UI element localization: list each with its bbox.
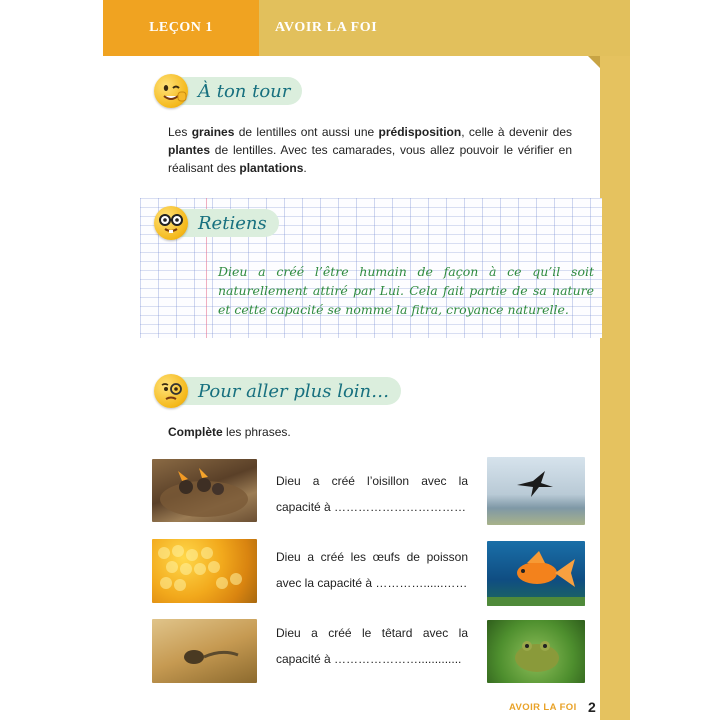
page-number: 2: [588, 699, 596, 715]
header-fold: [588, 56, 600, 68]
retiens-label: Retiens: [178, 209, 279, 237]
frog-photo: [487, 620, 585, 683]
retiens-heading: [154, 206, 279, 240]
exercise-sentence-3: Dieu a créé le têtard avec la capacité à ………………….............: [276, 626, 468, 666]
plus-loin-label: Pour aller plus loin…: [178, 377, 401, 405]
fish-eggs-photo: [152, 539, 257, 603]
a-ton-tour-label: À ton tour: [178, 77, 302, 105]
goldfish-photo: [487, 541, 585, 606]
thinking-monocle-emoji-icon: [154, 374, 188, 408]
side-band: [600, 0, 630, 720]
lesson-header: [103, 0, 630, 56]
tadpole-photo: [152, 619, 257, 683]
lesson-number: LEÇON 1: [103, 0, 259, 56]
lesson-title: AVOIR LA FOI: [259, 0, 630, 56]
a-ton-tour-heading: [154, 74, 302, 108]
exercise-instruction: Complète les phrases.: [168, 425, 291, 439]
a-ton-tour-paragraph: Les graines de lentilles ont aussi une prédisposition, celle à devenir des plantes de lentilles. Avec tes camarades, vous allez pouvoir le vérifier en réalisant des plantations.: [168, 125, 572, 175]
plus-loin-heading: [154, 374, 401, 408]
flying-bird-photo: [487, 457, 585, 525]
birds-nest-photo: [152, 459, 257, 522]
exercise-sentence-1: Dieu a créé l’oisillon avec la capacité à ……………………………: [276, 474, 468, 514]
nerd-glasses-emoji-icon: [154, 206, 188, 240]
exercise-sentence-2: Dieu a créé les œufs de poisson avec la capacité à …………......……: [276, 550, 468, 590]
page-background: [103, 0, 630, 720]
winking-thumbs-up-emoji-icon: [154, 74, 188, 108]
retiens-text: Dieu a créé l’être humain de façon à ce qu’il soit naturellement attiré par Lui. Cela fait partie de sa nature et cette capacité se nomme la fitra, croyance naturelle.: [218, 264, 594, 317]
footer-lesson-title: AVOIR LA FOI: [509, 702, 577, 713]
